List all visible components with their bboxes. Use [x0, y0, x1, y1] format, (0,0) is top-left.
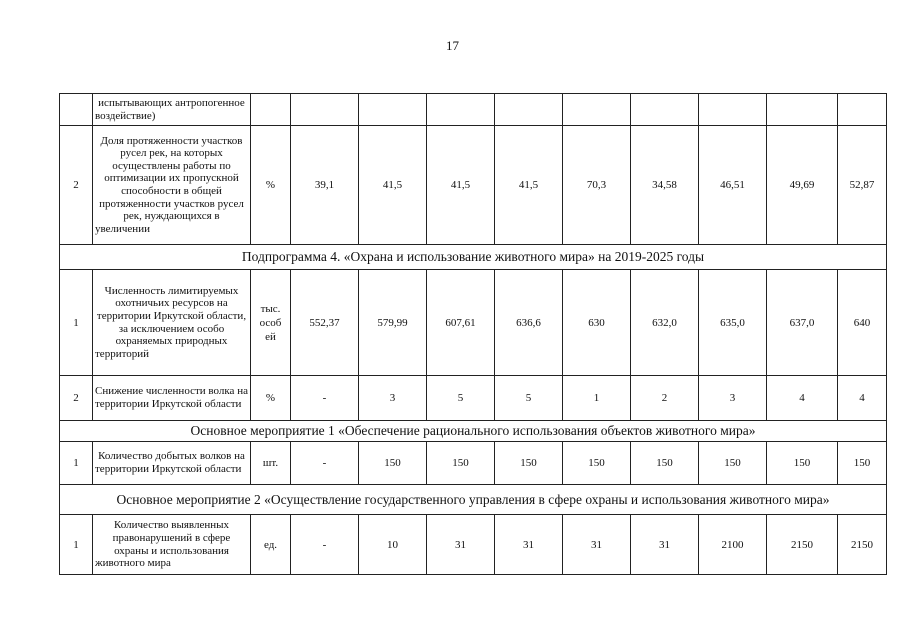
section-header-row — [60, 421, 887, 442]
unit — [251, 94, 291, 126]
value-cell — [838, 94, 887, 126]
value-cell: 150 — [631, 442, 699, 485]
value-cell: 632,0 — [631, 270, 699, 376]
row-number — [60, 94, 93, 126]
measure-title: Основное мероприятие 2 «Осуществление государственного управления в сфере охраны и использования животного мира» — [60, 485, 887, 515]
value-cell: 5 — [427, 376, 495, 421]
value-cell: 4 — [838, 376, 887, 421]
table-row — [60, 376, 887, 421]
row-number: 2 — [60, 126, 93, 245]
value-cell: 41,5 — [427, 126, 495, 245]
value-cell: 46,51 — [699, 126, 767, 245]
value-cell: 70,3 — [563, 126, 631, 245]
value-cell — [699, 94, 767, 126]
table-row — [60, 94, 887, 126]
value-cell: 150 — [427, 442, 495, 485]
value-cell: 31 — [427, 515, 495, 575]
row-number: 1 — [60, 515, 93, 575]
indicators-table — [59, 93, 887, 575]
unit: % — [251, 376, 291, 421]
value-cell: 2150 — [838, 515, 887, 575]
value-cell — [359, 94, 427, 126]
value-cell — [495, 94, 563, 126]
value-cell: 635,0 — [699, 270, 767, 376]
value-cell: - — [291, 376, 359, 421]
value-cell: 150 — [563, 442, 631, 485]
row-number: 2 — [60, 376, 93, 421]
value-cell — [563, 94, 631, 126]
indicator-description: испытывающих антропогенное воздействие) — [93, 94, 251, 126]
value-cell: 579,99 — [359, 270, 427, 376]
value-cell: 31 — [495, 515, 563, 575]
indicator-description: Доля протяженности участков русел рек, на которых осуществлены работы по оптимизации их пропускной способности в общей протяженности участков русел рек, нуждающихся в увеличении — [93, 126, 251, 245]
section-header-row — [60, 245, 887, 270]
table-row — [60, 442, 887, 485]
value-cell: 2100 — [699, 515, 767, 575]
value-cell: 4 — [767, 376, 838, 421]
value-cell — [767, 94, 838, 126]
value-cell: 31 — [563, 515, 631, 575]
value-cell: 150 — [699, 442, 767, 485]
value-cell: 41,5 — [359, 126, 427, 245]
value-cell: 5 — [495, 376, 563, 421]
indicator-description: Количество добытых волков на территории Иркутской области — [93, 442, 251, 485]
value-cell: 2150 — [767, 515, 838, 575]
value-cell: 150 — [359, 442, 427, 485]
value-cell: - — [291, 515, 359, 575]
unit: ед. — [251, 515, 291, 575]
value-cell: 637,0 — [767, 270, 838, 376]
value-cell: 150 — [495, 442, 563, 485]
value-cell: 2 — [631, 376, 699, 421]
value-cell: 52,87 — [838, 126, 887, 245]
value-cell — [631, 94, 699, 126]
indicator-description: Снижение численности волка на территории Иркутской области — [93, 376, 251, 421]
value-cell: 150 — [767, 442, 838, 485]
unit: % — [251, 126, 291, 245]
indicator-description: Численность лимитируемых охотничьих ресурсов на территории Иркутской области, за исключением особо охраняемых природных территорий — [93, 270, 251, 376]
row-number: 1 — [60, 442, 93, 485]
indicator-description: Количество выявленных правонарушений в сфере охраны и использования животного мира — [93, 515, 251, 575]
value-cell: 3 — [699, 376, 767, 421]
section-header-row — [60, 485, 887, 515]
value-cell: 150 — [838, 442, 887, 485]
value-cell: 1 — [563, 376, 631, 421]
value-cell: 3 — [359, 376, 427, 421]
unit: шт. — [251, 442, 291, 485]
value-cell: 552,37 — [291, 270, 359, 376]
unit: тыс. особ ей — [251, 270, 291, 376]
measure-title: Основное мероприятие 1 «Обеспечение рационального использования объектов животного мира» — [60, 421, 887, 442]
value-cell: 630 — [563, 270, 631, 376]
value-cell: 31 — [631, 515, 699, 575]
table-row — [60, 515, 887, 575]
value-cell: 640 — [838, 270, 887, 376]
page-number: 17 — [446, 38, 459, 53]
value-cell: 10 — [359, 515, 427, 575]
value-cell: 636,6 — [495, 270, 563, 376]
value-cell — [291, 94, 359, 126]
value-cell: 34,58 — [631, 126, 699, 245]
row-number: 1 — [60, 270, 93, 376]
value-cell: 49,69 — [767, 126, 838, 245]
table-row — [60, 126, 887, 245]
value-cell: 39,1 — [291, 126, 359, 245]
value-cell: - — [291, 442, 359, 485]
table-row — [60, 270, 887, 376]
value-cell: 41,5 — [495, 126, 563, 245]
value-cell — [427, 94, 495, 126]
subprogram-title: Подпрограмма 4. «Охрана и использование животного мира» на 2019-2025 годы — [60, 245, 887, 270]
value-cell: 607,61 — [427, 270, 495, 376]
